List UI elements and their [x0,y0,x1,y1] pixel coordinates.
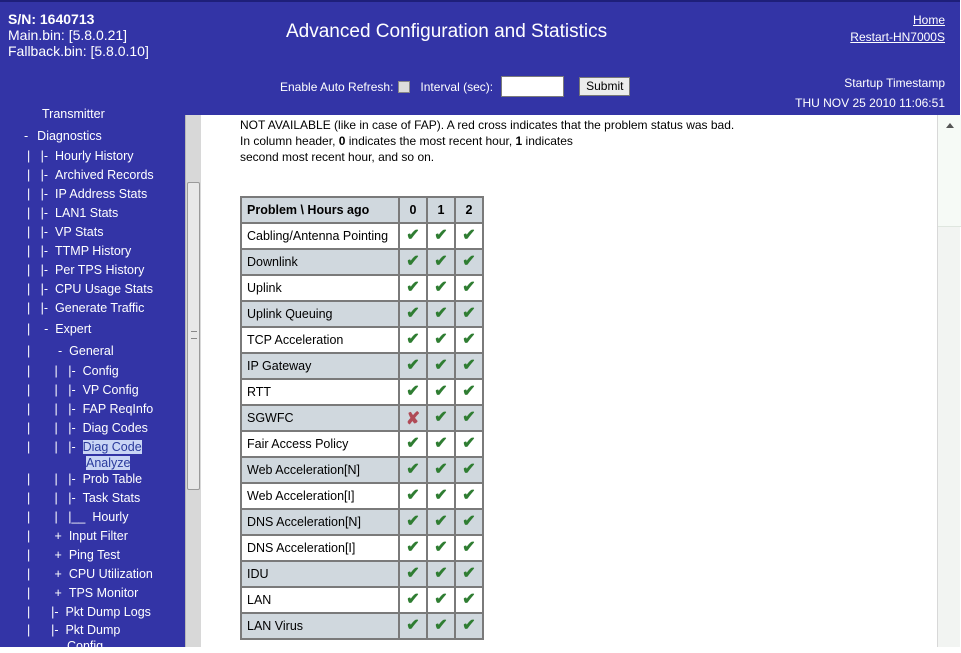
device-info [8,11,149,59]
sidebar-item-ttmp-history[interactable]: | |- TTMP History [27,244,132,258]
status-cell [399,483,427,509]
problem-column-header: Problem \ Hours ago [241,197,399,223]
status-cell [427,405,455,431]
restart-link[interactable]: Restart-HN7000S [850,30,945,44]
checkmark-icon: ✔ [434,591,448,608]
sidebar-item-generate-traffic[interactable]: | |- Generate Traffic [27,301,145,315]
timestamp-label: Startup Timestamp [844,76,945,90]
table-row [241,301,483,327]
checkmark-icon: ✔ [462,253,476,270]
top-links [850,12,945,46]
status-cell [427,613,455,639]
checkmark-icon: ✔ [434,383,448,400]
status-cell [399,249,427,275]
table-row [241,379,483,405]
sidebar-item-expert[interactable]: | - Expert [27,322,92,336]
status-cell [455,405,483,431]
problem-name: Uplink Queuing [241,301,399,327]
grip-icon [191,331,197,339]
checkmark-icon: ✔ [434,305,448,322]
status-cell [455,587,483,613]
sidebar-item-vp-stats[interactable]: | |- VP Stats [27,225,104,239]
checkmark-icon: ✔ [434,513,448,530]
serial-number: S/N: 1640713 [8,11,95,27]
checkmark-icon: ✔ [462,435,476,452]
scroll-up-arrow-icon[interactable] [946,123,954,128]
status-cell [399,405,427,431]
checkmark-icon: ✔ [462,331,476,348]
checkmark-icon: ✔ [462,565,476,582]
status-cell [427,587,455,613]
checkmark-icon: ✔ [434,461,448,478]
sidebar-item-config[interactable]: | | |- Config [27,364,119,378]
checkmark-icon: ✔ [406,383,420,400]
checkmark-icon: ✔ [434,617,448,634]
submit-button[interactable]: Submit [579,77,630,96]
status-cell [399,509,427,535]
checkmark-icon: ✔ [406,305,420,322]
interval-label: Interval (sec): [420,79,494,94]
status-cell [427,275,455,301]
content-scrollbar-thumb[interactable] [938,115,961,227]
table-row [241,431,483,457]
sidebar-item-diag-codes[interactable]: | | |- Diag Codes [27,421,148,435]
status-cell [455,483,483,509]
status-cell [427,327,455,353]
checkmark-icon: ✔ [434,279,448,296]
checkmark-icon: ✔ [406,617,420,634]
main-bin-version: Main.bin: [5.8.0.21] [8,27,128,43]
status-cell [455,561,483,587]
table-row [241,249,483,275]
auto-refresh-checkbox[interactable] [398,81,410,93]
checkmark-icon: ✔ [406,253,420,270]
problem-name: IP Gateway [241,353,399,379]
problem-name: Fair Access Policy [241,431,399,457]
sidebar-item-transmitter[interactable]: Transmitter [42,107,105,121]
sidebar-item-lan1-stats[interactable]: | |- LAN1 Stats [27,206,119,220]
status-cell [399,587,427,613]
checkmark-icon: ✔ [406,279,420,296]
checkmark-icon: ✔ [462,409,476,426]
hour-column-header: 0 [399,197,427,223]
checkmark-icon: ✔ [462,539,476,556]
checkmark-icon: ✔ [406,591,420,608]
checkmark-icon: ✔ [462,461,476,478]
status-cell [427,249,455,275]
status-cell [455,431,483,457]
problem-name: Cabling/Antenna Pointing [241,223,399,249]
status-cell [399,301,427,327]
problem-status-table [240,196,484,640]
checkmark-icon: ✔ [406,331,420,348]
sidebar-item-tps-monitor[interactable]: | + TPS Monitor [27,586,139,600]
problem-name: Downlink [241,249,399,275]
hour-column-header: 2 [455,197,483,223]
checkmark-icon: ✔ [406,565,420,582]
sidebar-item-general[interactable]: | - General [27,344,114,358]
header-top-border [0,0,960,2]
table-row [241,587,483,613]
checkmark-icon: ✔ [406,513,420,530]
status-cell [455,535,483,561]
status-cell [399,223,427,249]
home-link[interactable]: Home [912,13,945,27]
sidebar-item-diag-code-analyze[interactable]: | | |- Diag Code [27,440,142,454]
status-cell [455,249,483,275]
status-cell [399,457,427,483]
auto-refresh-label: Enable Auto Refresh: [280,79,394,94]
problem-name: Web Acceleration[I] [241,483,399,509]
status-cell [427,353,455,379]
status-cell [399,353,427,379]
checkmark-icon: ✔ [462,487,476,504]
checkmark-icon: ✔ [462,591,476,608]
sidebar-nav [0,107,185,653]
table-row [241,275,483,301]
sidebar-item-diagnostics[interactable]: - Diagnostics [24,129,102,143]
problem-name: LAN Virus [241,613,399,639]
checkmark-icon: ✔ [462,305,476,322]
checkmark-icon: ✔ [434,435,448,452]
problem-name: Uplink [241,275,399,301]
checkmark-icon: ✔ [434,357,448,374]
table-row [241,353,483,379]
status-cell [455,379,483,405]
table-row [241,223,483,249]
problem-name: RTT [241,379,399,405]
checkmark-icon: ✔ [462,383,476,400]
sidebar-item-cpu-usage-stats[interactable]: | |- CPU Usage Stats [27,282,153,296]
status-cell [455,613,483,639]
checkmark-icon: ✔ [434,253,448,270]
checkmark-icon: ✔ [462,227,476,244]
main-content [201,115,937,647]
timestamp-value: THU NOV 25 2010 11:06:51 [795,96,945,110]
table-row [241,327,483,353]
checkmark-icon: ✔ [462,279,476,296]
sidebar-item-config-continued[interactable]: Config [67,639,104,653]
status-cell [455,509,483,535]
sidebar-item-cpu-utilization[interactable]: | + CPU Utilization [27,567,153,581]
sidebar-item-task-stats[interactable]: | | |- Task Stats [27,491,141,505]
status-cell [399,275,427,301]
checkmark-icon: ✔ [434,227,448,244]
status-cell [399,613,427,639]
problem-name: IDU [241,561,399,587]
sidebar-item-vp-config[interactable]: | | |- VP Config [27,383,139,397]
status-cell [455,223,483,249]
sidebar-item-ping-test[interactable]: | + Ping Test [27,548,121,562]
status-cell [427,379,455,405]
page-title: Advanced Configuration and Statistics [286,21,608,42]
status-cell [399,379,427,405]
status-cell [427,457,455,483]
checkmark-icon: ✔ [406,357,420,374]
auto-refresh-controls [280,76,630,97]
table-row [241,613,483,639]
hour-column-header: 1 [427,197,455,223]
table-row [241,483,483,509]
red-cross-icon: ✘ [405,408,421,428]
fallback-bin-version: Fallback.bin: [5.8.0.10] [8,43,149,59]
header-bar [0,0,960,115]
status-cell [455,301,483,327]
status-cell [455,353,483,379]
status-cell [427,431,455,457]
checkmark-icon: ✔ [406,435,420,452]
problem-name: SGWFC [241,405,399,431]
table-row [241,535,483,561]
status-cell [455,457,483,483]
status-cell [427,509,455,535]
checkmark-icon: ✔ [462,513,476,530]
checkmark-icon: ✔ [462,357,476,374]
checkmark-icon: ✔ [434,331,448,348]
status-cell [399,561,427,587]
sidebar-item-analyze[interactable]: Analyze [86,456,131,470]
status-cell [455,275,483,301]
problem-name: Web Acceleration[N] [241,457,399,483]
checkmark-icon: ✔ [462,617,476,634]
status-cell [399,535,427,561]
status-cell [427,301,455,327]
status-cell [399,327,427,353]
sidebar-scrollbar[interactable] [185,115,201,647]
status-cell [427,561,455,587]
checkmark-icon: ✔ [434,487,448,504]
sidebar-item-hourly[interactable]: | | |__ Hourly [27,510,129,524]
sidebar-item-prob-table[interactable]: | | |- Prob Table [27,472,143,486]
table-row [241,509,483,535]
sidebar-item-per-tps-history[interactable]: | |- Per TPS History [27,263,145,277]
checkmark-icon: ✔ [406,539,420,556]
sidebar-item-pkt-dump-config[interactable]: | |- Pkt Dump [27,623,121,637]
sidebar-scrollbar-thumb[interactable] [187,182,200,490]
sidebar-item-fap-reqinfo[interactable]: | | |- FAP ReqInfo [27,402,154,416]
sidebar-item-pkt-dump-logs[interactable]: | |- Pkt Dump Logs [27,605,151,619]
checkmark-icon: ✔ [406,227,420,244]
intro-text: NOT AVAILABLE (like in case of FAP). A red cross indicates that the problem status was bad. In column header, 0 indicates the most recent hour, 1 indicates second most recent hour, and so on. [240,118,735,164]
status-cell [427,223,455,249]
problem-name: TCP Acceleration [241,327,399,353]
status-cell [427,535,455,561]
checkmark-icon: ✔ [434,539,448,556]
sidebar-item-ip-address-stats[interactable]: | |- IP Address Stats [27,187,148,201]
checkmark-icon: ✔ [434,565,448,582]
table-row [241,457,483,483]
sidebar-item-archived-records[interactable]: | |- Archived Records [27,168,154,182]
table-header-row [241,197,483,223]
checkmark-icon: ✔ [406,461,420,478]
content-scrollbar[interactable] [937,115,960,647]
sidebar-item-input-filter[interactable]: | + Input Filter [27,529,128,543]
problem-name: DNS Acceleration[I] [241,535,399,561]
interval-input[interactable] [501,76,564,97]
sidebar-item-hourly-history[interactable]: | |- Hourly History [27,149,134,163]
table-row [241,405,483,431]
problem-name: DNS Acceleration[N] [241,509,399,535]
problem-name: LAN [241,587,399,613]
table-row [241,561,483,587]
checkmark-icon: ✔ [434,409,448,426]
startup-timestamp [795,73,945,113]
status-cell [399,431,427,457]
status-cell [455,327,483,353]
checkmark-icon: ✔ [406,487,420,504]
sidebar-item-label: Diagnostics [37,129,102,143]
status-cell [427,483,455,509]
